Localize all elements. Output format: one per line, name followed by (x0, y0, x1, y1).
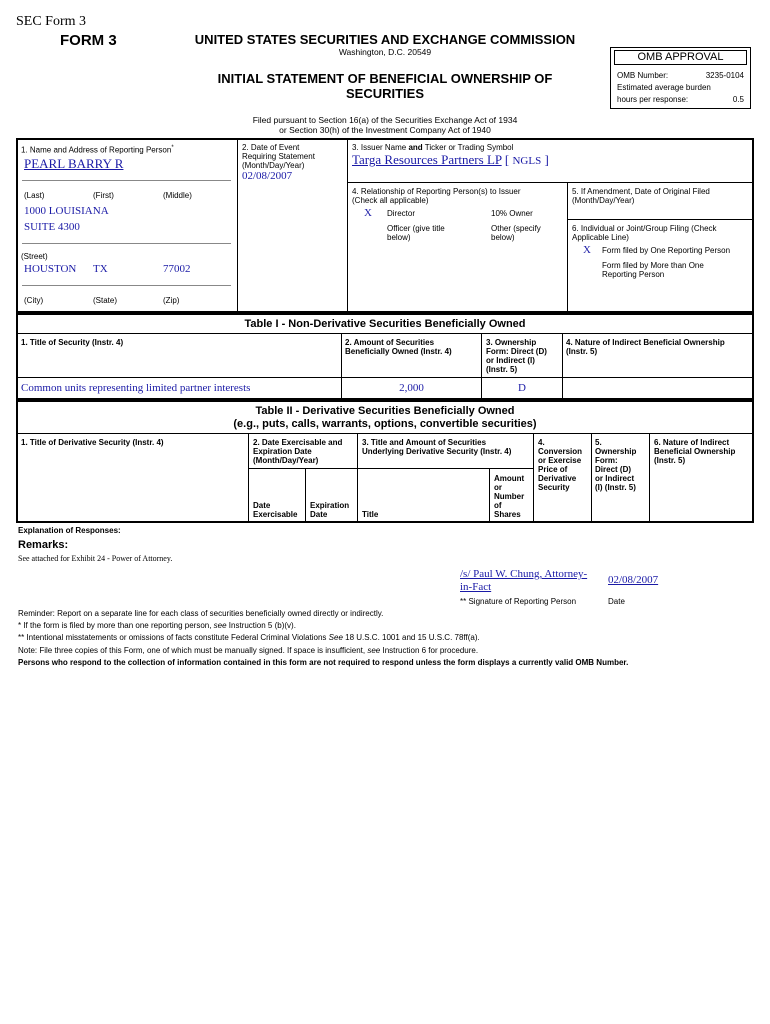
sub-header-line: Date (253, 501, 271, 510)
amendment-label-line: 5. If Amendment, Date of Original Filed (572, 187, 710, 196)
sub-header-line: Shares (494, 510, 521, 519)
table-1-row-ownership: D (518, 382, 526, 394)
divider (248, 433, 249, 522)
col-header-line: 4. Nature of Indirect Beneficial Ownership (566, 338, 725, 347)
col-header-line: Price of (538, 465, 568, 474)
col-header-line: (Month/Day/Year) (253, 456, 319, 465)
col-header-line: 2. Amount of Securities (345, 338, 435, 347)
first-label: (First) (93, 191, 114, 200)
sub-header-line: Number (494, 492, 525, 501)
signature-date-label: Date (608, 597, 625, 606)
sub-header-line: Exercisable (253, 510, 298, 519)
col-header-line: Security (538, 483, 570, 492)
state-label: (State) (93, 296, 118, 305)
col-header-line: 2. Date Exercisable and (253, 438, 343, 447)
table-2-sub-amount (494, 474, 524, 519)
street-line1: 1000 LOUISIANA (24, 205, 109, 217)
zip-label: (Zip) (163, 296, 180, 305)
table-1-row-amount: 2,000 (399, 382, 424, 394)
divider (248, 468, 533, 469)
col-header-line: 5. (595, 438, 602, 447)
filed-line1: Filed pursuant to Section 16(a) of the Securities Exchange Act of 1934 (252, 115, 518, 125)
divider (347, 182, 753, 183)
col-header-line: Beneficially Owned (Instr. 4) (345, 347, 452, 356)
omb-burden-label: Estimated average burden (617, 83, 711, 92)
other-label-line: below) (491, 233, 515, 242)
col-header-line: (Instr. 5) (566, 347, 598, 356)
col-header-line: Expiration Date (253, 447, 312, 456)
signature-date-link[interactable]: 02/08/2007 (608, 574, 659, 586)
explanation-label: Explanation of Responses: (18, 526, 121, 535)
sec-form-label: SEC Form 3 (16, 14, 87, 29)
event-date-label (242, 143, 315, 170)
col-header-line: 6. Nature of Indirect (654, 438, 730, 447)
director-label: Director (387, 209, 416, 218)
divider (347, 139, 348, 312)
sub-header-line: Expiration (310, 501, 350, 510)
relationship-label-line: (Check all applicable) (352, 196, 429, 205)
ten-percent-owner-label: 10% Owner (491, 209, 533, 218)
sub-header-line: or (494, 483, 502, 492)
footnote-1: * If the form is filed by more than one reporting person, see Instruction 5 (b)(v). (18, 621, 296, 630)
form-title-line1: INITIAL STATEMENT OF BENEFICIAL OWNERSHIP OF (217, 71, 553, 86)
col-header-line: 3. Ownership (486, 338, 537, 347)
omb-hours-value: 0.5 (732, 95, 744, 104)
amendment-label-line: (Month/Day/Year) (572, 196, 635, 205)
other-label (491, 224, 541, 242)
form-title-line2: SECURITIES (345, 86, 424, 101)
middle-label: (Middle) (163, 191, 192, 200)
sub-header-line: Date (310, 510, 328, 519)
director-checkmark: X (364, 207, 372, 219)
col-header-line: (Instr. 5) (654, 456, 686, 465)
multiple-persons-label-line: Reporting Person (602, 270, 665, 279)
divider (562, 333, 563, 399)
reporting-person-name-link[interactable]: PEARL BARRY R (24, 156, 124, 171)
divider (567, 182, 568, 312)
col-header-line: or Indirect (I) (486, 356, 535, 365)
filing-type-label-line: Applicable Line) (572, 233, 629, 242)
divider (489, 468, 490, 522)
omb-number-value: 3235-0104 (705, 71, 744, 80)
col-header-line: Underlying Derivative Security (Instr. 4) (362, 447, 512, 456)
ticker-symbol: NGLS (512, 155, 542, 167)
col-header-line: Derivative (538, 474, 577, 483)
divider (22, 243, 231, 244)
street-line2: SUITE 4300 (24, 221, 80, 233)
col-header-line: or Exercise (538, 456, 582, 465)
omb-title: OMB APPROVAL (614, 50, 747, 65)
col-header-line: or Indirect (595, 474, 635, 483)
table-1-title: Table I - Non-Derivative Securities Beneficially Owned (244, 318, 526, 330)
table-2-sub-title: Title (362, 510, 379, 519)
issuer-name-link[interactable]: Targa Resources Partners LP (352, 152, 502, 167)
col-header-line: Form: Direct (D) (486, 347, 547, 356)
col-header-line: 3. Title and Amount of Securities (362, 438, 487, 447)
signature-line: in-Fact (460, 581, 492, 593)
agency-location: Washington, D.C. 20549 (338, 47, 432, 57)
table-2-col-dates (253, 438, 342, 465)
bracket: [ (504, 152, 510, 167)
city-value: HOUSTON (24, 263, 77, 275)
remarks-label: Remarks: (18, 539, 69, 551)
divider (17, 433, 753, 434)
table-2-col-nature (654, 438, 735, 465)
filed-line2: or Section 30(h) of the Investment Company Act of 1940 (279, 124, 491, 135)
divider (591, 433, 592, 522)
table-2-col-underlying (362, 438, 511, 456)
filing-type-label-line: 6. Individual or Joint/Group Filing (Check (572, 224, 717, 233)
divider (357, 433, 358, 522)
relationship-label (352, 187, 521, 205)
table-2-col-title: 1. Title of Derivative Security (Instr. 4) (21, 438, 164, 447)
divider (567, 219, 753, 220)
divider (649, 433, 650, 522)
one-person-checkmark: X (583, 244, 591, 256)
divider (17, 377, 753, 378)
multiple-persons-label (602, 261, 704, 279)
amendment-label (572, 187, 710, 205)
bracket: ] (544, 152, 549, 167)
event-date-label-line: Requiring Statement (242, 152, 315, 161)
footnote-2: ** Intentional misstatements or omissions of facts constitute Federal Criminal Violations See 18 U.S.C. 1001 and 15 U.S.C. 78ff(a). (18, 633, 480, 642)
reporting-person-label: 1. Name and Address of Reporting Person* (21, 145, 174, 155)
footnote-3: Note: File three copies of this Form, one of which must be manually signed. If space is insufficient, see Instruction 6 for procedure. (18, 646, 479, 655)
table-2-col-conversion (538, 438, 582, 492)
one-person-label: Form filed by One Reporting Person (602, 246, 731, 255)
table-2-title-line: Table II - Derivative Securities Beneficially Owned (255, 405, 515, 417)
omb-hours-label: hours per response: (617, 95, 689, 104)
table-2-title (18, 405, 752, 430)
sub-header-line: of (494, 501, 502, 510)
divider (305, 468, 306, 522)
multiple-persons-label-line: Form filed by More than One (602, 261, 704, 270)
table-1-col-amount (345, 338, 452, 356)
col-header-line: 4. (538, 438, 545, 447)
table-1-col-title: 1. Title of Security (Instr. 4) (21, 338, 124, 347)
signature-line: /s/ Paul W. Chung, Attorney- (460, 568, 588, 580)
table-1-col-ownership (486, 338, 547, 374)
relationship-label-line: 4. Relationship of Reporting Person(s) to Issuer (352, 187, 521, 196)
remarks-text: See attached for Exhibit 24 - Power of Attorney. (18, 554, 173, 563)
officer-label-line: Officer (give title (387, 224, 445, 233)
state-value: TX (93, 263, 108, 275)
divider (237, 139, 238, 312)
form-title (170, 71, 600, 101)
table-1-col-nature (566, 338, 725, 356)
sub-header-line: Amount (494, 474, 525, 483)
omb-number-label: OMB Number: (617, 71, 669, 80)
officer-label (387, 224, 445, 242)
filed-pursuant (170, 116, 600, 135)
table-2-title-line: (e.g., puts, calls, warrants, options, convertible securities) (233, 417, 537, 430)
col-header-line: (Instr. 5) (486, 365, 518, 374)
divider (533, 433, 534, 522)
col-header-line: Direct (D) (595, 465, 632, 474)
divider (22, 180, 231, 181)
filing-type-label (572, 224, 717, 242)
divider (22, 285, 231, 286)
issuer-label: 3. Issuer Name and Ticker or Trading Symbol (352, 143, 514, 152)
signature-link[interactable] (460, 568, 587, 594)
officer-label-line: below) (387, 233, 411, 242)
table-1-row-title: Common units representing limited partner interests (21, 382, 251, 394)
col-header-line: (I) (Instr. 5) (595, 483, 636, 492)
col-header-line: Form: (595, 456, 618, 465)
event-date-value: 02/08/2007 (242, 170, 293, 182)
col-header-line: Conversion (538, 447, 583, 456)
street-label: (Street) (21, 252, 48, 261)
form-label: FORM 3 (60, 32, 117, 49)
col-header-line: Beneficial Ownership (654, 447, 736, 456)
table-2-col-ownership (595, 438, 636, 492)
reminder-text: Reminder: Report on a separate line for each class of securities beneficially owned directly or indirectly. (18, 609, 384, 618)
agency-title: UNITED STATES SECURITIES AND EXCHANGE COMMISSION (194, 32, 576, 47)
event-date-label-line: (Month/Day/Year) (242, 161, 305, 170)
divider (17, 333, 753, 334)
signature-label: ** Signature of Reporting Person (460, 597, 577, 606)
col-header-line: Ownership (595, 447, 637, 456)
issuer-value (352, 152, 549, 168)
last-label: (Last) (24, 191, 45, 200)
table-2-sub-date-exercisable (253, 501, 297, 519)
zip-value: 77002 (163, 263, 191, 275)
city-label: (City) (24, 296, 44, 305)
other-label-line: Other (specify (491, 224, 541, 233)
omb-notice: Persons who respond to the collection of information contained in this form are not required to respond unless the form displays a currently valid OMB Number. (18, 658, 629, 667)
event-date-label-line: 2. Date of Event (242, 143, 300, 152)
table-2-sub-expiration-date (310, 501, 349, 519)
